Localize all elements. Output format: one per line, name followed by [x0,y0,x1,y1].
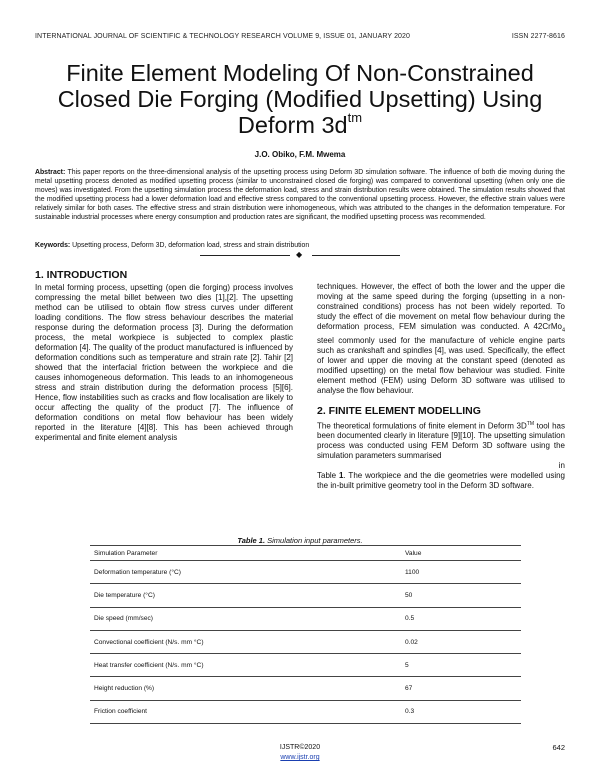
table-cell-parameter: Die temperature (°C) [94,591,155,599]
table-ref-label: Table [317,471,340,481]
simulation-parameters-table [90,545,521,724]
table-caption-text: Simulation input parameters. [265,536,363,545]
abstract [35,168,565,222]
right-p2-text-b: tool has been documented clearly in literature [9][10]. The upsetting simulation process was conducted using FEM Deform 3D software using the simulation parameters summarised [317,421,565,461]
divider-diamond-icon: ◆ [296,250,303,259]
table-header-parameter: Simulation Parameter [94,549,158,557]
table-row [90,700,521,723]
keywords-label: Keywords: [35,242,71,249]
table-cell-parameter: Deformation temperature (°C) [94,568,181,576]
page-footer [0,743,600,763]
table-cell-value: 1100 [405,568,420,576]
table-row [90,561,521,584]
title-line-2: Closed Die Forging (Modified Upsetting) Using [57,86,543,112]
right-p2-in: in [558,461,565,471]
right-p2-superscript: TM [526,420,534,427]
section-divider [200,251,400,261]
right-p1-subscript: 4 [561,327,565,334]
abstract-text: This paper reports on the three-dimensional analysis of the upsetting process using Deform 3D simulation software. The influence of both die moving during the metal upsetting process denoted as modified upsetting process (similar to unconstrained closed die forging) was compared to conventional upsetting (when only one die moves) was investigated. From the upsetting simulation process the deformation load, stress and strain distribution results were obtained. The simulation results showed that the modified upsetting process had a lower deformation load and effective stress compared to the conventional upsetting process. However, the effective strain values were relatively similar for both cases. The effective stress and strain distribution were inhomogeneous, which was attributed to the changes in the deformation temperature. For sustainable industrial processes where energy consumption and production rates are significant, the modified upsetting process was recommended. [35,169,565,221]
divider-line-right [312,255,400,256]
title-line-3-text: Deform 3d [237,112,348,138]
left-column [35,283,293,443]
footer-copyright: IJSTR©2020 [279,744,321,751]
divider-line-left [200,255,290,256]
table-cell-value: 0.3 [405,708,415,716]
table-header-row [90,546,521,561]
table-cell-parameter: Heat transfer coefficient (N/s. mm °C) [94,661,204,669]
right-paragraph-1 [317,282,565,396]
section-2-heading: 2. FINITE ELEMENT MODELLING [317,404,481,417]
introduction-paragraph: In metal forming process, upsetting (open die forging) process involves compressing the metal billet between two dies [1],[2]. The upsetting method can be utilised to obtain flow stress curves under different loading conditions. The flow stress behaviour describes the material response during the deformation process [3]. During the deformation process, the metal workpiece is subjected to complex plastic deformation [4]. The quality of the product manufactured is influenced by deformation conditions such as temperature and strain rate [2]. Tahir [2] showed that the interfacial friction between the workpiece and die causes inhomogeneous deformation. This leads to an inhomogeneous stress and strain distribution during the deformation process [5][6]. Hence, flow instabilities such as cracks and flow localisation are likely to occur affecting the quality of the product [7]. The influence of deformation conditions on metal flow behaviour has been widely reported in the literature [4][8]. This has been achieved through experimental and finite element analysis [35,283,293,442]
abstract-label: Abstract: [35,169,66,176]
table-cell-parameter: Convectional coefficient (N/s. mm °C) [94,638,204,646]
right-paragraph-3 [317,471,565,491]
table-row [90,677,521,700]
table-header-value: Value [405,549,422,557]
table-row [90,607,521,630]
running-header-issn: ISSN 2277-8616 [511,33,565,40]
keywords [35,241,565,250]
title-line-3 [30,112,570,138]
right-p1-text-a: techniques. However, the effect of both the lower and the upper die moving at the same speed during the forging (upsetting in a non-constrained conditions) process has not been widely reported. To study the effect of die movement on metal flow behaviour during the deformation process, FEM simulation was conducted. A 42CrMo [317,282,565,331]
page-number: 642 [552,743,565,752]
section-1-heading: 1. INTRODUCTION [35,269,128,281]
table-row [90,584,521,607]
title-line-1: Finite Element Modeling Of Non-Constrained [66,60,534,86]
table-cell-parameter: Friction coefficient [94,708,148,716]
table-ref-number: 1 [339,471,344,481]
table-caption-label: Table 1. [237,536,266,545]
footer-url-link[interactable]: www.ijstr.org [280,754,320,761]
table-cell-value: 67 [405,685,413,693]
table-cell-value: 50 [405,591,413,599]
table-cell-parameter: Height reduction (%) [94,685,155,693]
right-paragraph-2 [317,419,565,462]
table-cell-value: 5 [405,661,409,669]
keywords-text: Upsetting process, Deform 3D, deformation load, stress and strain distribution [70,242,310,249]
table-cell-parameter: Die speed (mm/sec) [94,615,153,623]
paper-title [30,60,570,138]
table-row [90,630,521,653]
table-cell-value: 0.02 [405,638,418,646]
authors: J.O. Obiko, F.M. Mwema [254,150,346,159]
right-p1-text-b: steel commonly used for the manufacture of vehicle engine parts such as crankshaft and spindles [4], was used. Specifically, the effect of lower and upper die moving at the constant speed (denoted as modified upsetting) on the metal flow behaviour was studied. Finite element method (FEM) using Deform 3D software was utilised to analyse the flow behaviour. [317,335,565,395]
table-row [90,654,521,677]
right-column [317,282,565,491]
running-header-journal: INTERNATIONAL JOURNAL OF SCIENTIFIC & TECHNOLOGY RESEARCH VOLUME 9, ISSUE 01, JANUARY 2020 [35,33,411,40]
right-p3-text: . The workpiece and the die geometries were modelled using the in-built primitive geometry tool in the Deform 3D software. [317,471,565,491]
table-caption [0,536,600,545]
title-superscript: tm [347,110,363,125]
table-cell-value: 0.5 [405,615,415,623]
right-p2-text-a: The theoretical formulations of finite element in Deform 3D [317,421,527,431]
